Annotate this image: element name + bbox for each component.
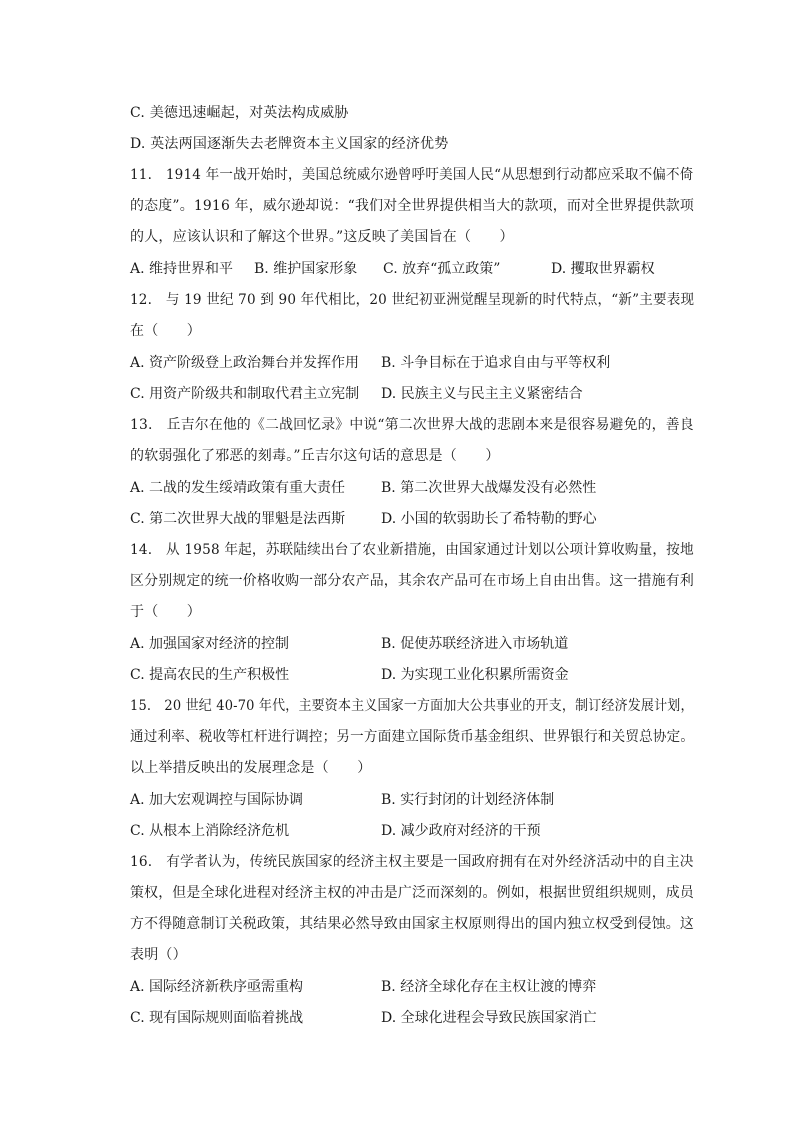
option-prev-c: C. 美德迅速崛起，对英法构成威胁 <box>130 105 349 121</box>
q16-option-b: B. 经济全球化存在主权让渡的博弈 <box>381 979 597 995</box>
q13-option-b: B. 第二次世界大战爆发没有必然性 <box>381 480 597 496</box>
question-15-text: 15. 20 世纪 40-70 年代，主要资本主义国家一方面加大公共事业的开支，制订经济发展计划， <box>130 698 694 714</box>
question-11-text: 11. 1914 年一战开始时，美国总统威尔逊曾呼吁美国人民“从思想到行动都应采取不偏不倚 <box>130 167 694 183</box>
q11-option-b: B. 维护国家形象 <box>254 261 358 277</box>
q11-option-c: C. 放弃“孤立政策” <box>383 261 501 277</box>
question-16-text: 方不得随意制订关税政策，其结果必然导致由国家主权原则得出的国内独立权受到侵蚀。这 <box>130 916 694 932</box>
q11-option-a: A. 维持世界和平 <box>130 261 234 277</box>
q16-option-d: D. 全球化进程会导致民族国家消亡 <box>381 1010 597 1026</box>
q12-option-a: A. 资产阶级登上政治舞台并发挥作用 <box>130 355 360 371</box>
q13-option-a: A. 二战的发生绥靖政策有重大责任 <box>130 480 346 496</box>
question-11-text: 的态度”。1916 年，威尔逊却说：“我们对全世界提供相当大的款项，而对全世界提供款项 <box>130 198 694 214</box>
q15-option-b: B. 实行封闭的计划经济体制 <box>381 792 555 808</box>
question-15-text: 通过利率、税收等杠杆进行调控；另一方面建立国际货币基金组织、世界银行和关贸总协定。 <box>130 729 695 745</box>
q14-option-c: C. 提高农民的生产积极性 <box>130 667 290 683</box>
question-14-text: 于（ ） <box>130 604 201 620</box>
question-16-text: 16. 有学者认为，传统民族国家的经济主权主要是一国政府拥有在对外经济活动中的自主决 <box>130 854 694 870</box>
question-12-text: 12. 与 19 世纪 70 到 90 年代相比，20 世纪初亚洲觉醒呈现新的时代特点，“新”主要表现 <box>130 292 695 308</box>
q14-option-a: A. 加强国家对经济的控制 <box>130 636 290 652</box>
question-14-text: 14. 从 1958 年起，苏联陆续出台了农业新措施，由国家通过计划以公项计算收购量，按地 <box>130 542 694 558</box>
q14-option-b: B. 促使苏联经济进入市场轨道 <box>381 636 569 652</box>
question-12-text: 在（ ） <box>130 323 201 339</box>
q15-option-d: D. 减少政府对经济的干预 <box>381 823 541 839</box>
q13-option-c: C. 第二次世界大战的罪魁是法西斯 <box>130 511 346 527</box>
q15-option-c: C. 从根本上消除经济危机 <box>130 823 290 839</box>
question-16-text: 策权，但是全球化进程对经济主权的冲击是广泛而深刻的。例如，根据世贸组织规则，成员 <box>130 885 694 901</box>
q11-option-d: D. 攫取世界霸权 <box>551 261 655 277</box>
q16-option-c: C. 现有国际规则面临着挑战 <box>130 1010 304 1026</box>
q14-option-d: D. 为实现工业化积累所需资金 <box>381 667 569 683</box>
question-13-text: 的软弱强化了邪恶的刻毒。”丘吉尔这句话的意思是（ ） <box>130 448 500 464</box>
question-13-text: 13. 丘吉尔在他的《二战回忆录》中说“第二次世界大战的悲剧本来是很容易避免的，善良 <box>130 417 694 433</box>
q12-option-c: C. 用资产阶级共和制取代君主立宪制 <box>130 386 360 402</box>
option-prev-d: D. 英法两国逐渐失去老牌资本主义国家的经济优势 <box>130 136 449 152</box>
question-11-text: 的人，应该认识和了解这个世界。”这反映了美国旨在（ ） <box>130 229 514 245</box>
question-16-text: 表明（） <box>130 947 187 963</box>
q12-option-b: B. 斗争目标在于追求自由与平等权利 <box>381 355 611 371</box>
question-15-text: 以上举措反映出的发展理念是（ ） <box>130 760 372 776</box>
q13-option-d: D. 小国的软弱助长了希特勒的野心 <box>381 511 597 527</box>
q15-option-a: A. 加大宏观调控与国际协调 <box>130 792 304 808</box>
question-14-text: 区分别规定的统一价格收购一部分农产品，其余农产品可在市场上自由出售。这一措施有利 <box>130 573 694 589</box>
q16-option-a: A. 国际经济新秩序亟需重构 <box>130 979 304 995</box>
q12-option-d: D. 民族主义与民主主义紧密结合 <box>381 386 583 402</box>
